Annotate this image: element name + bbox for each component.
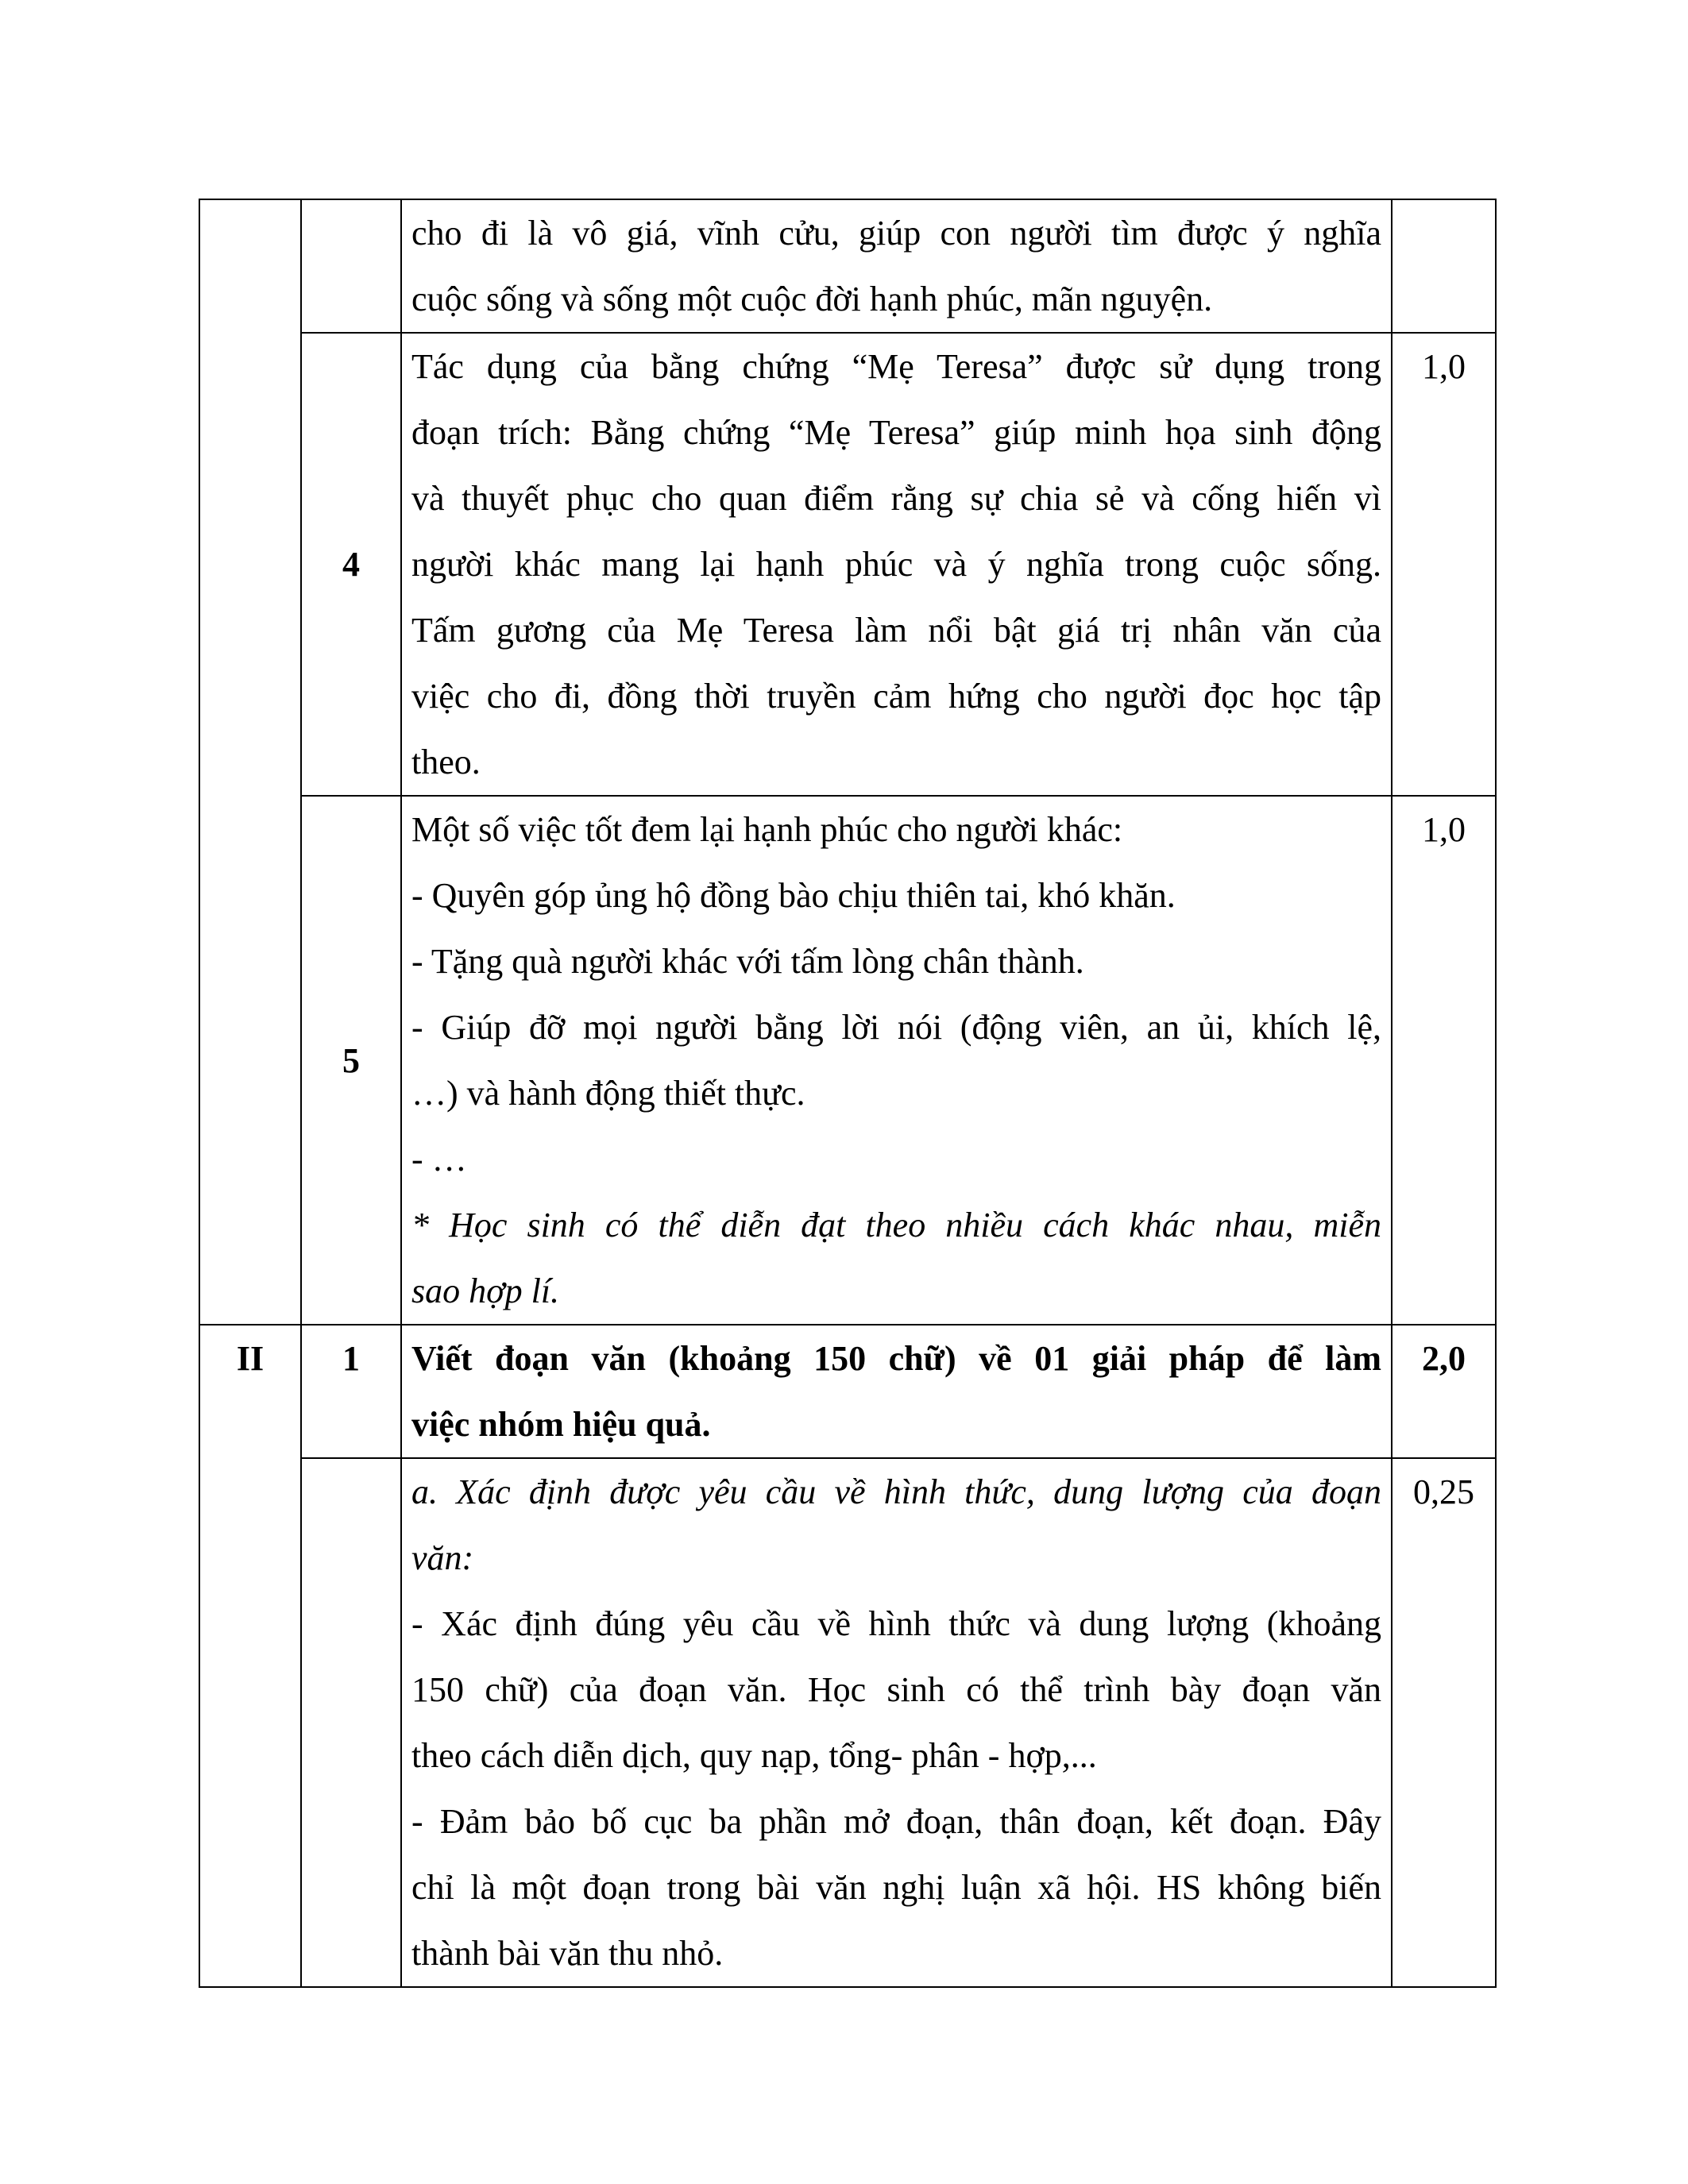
list-item: - Giúp đỡ mọi người bằng lời nói (động viên, an ủi, khích lệ, [411,1008,1381,1047]
text-line: Tấm gương của Mẹ Teresa làm nổi bật giá trị nhân văn của [411,611,1381,650]
text-line: việc cho đi, đồng thời truyền cảm hứng cho người đọc học tập [411,677,1381,716]
list-item: - Quyên góp ủng hộ đồng bào chịu thiên tai, khó khăn. [411,876,1176,915]
score-cell: 0,25 [1392,1458,1496,1987]
criterion-heading: a. Xác định được yêu cầu về hình thức, dung lượng của đoạn [411,1472,1381,1511]
answer-content [401,199,1392,333]
score-cell: 1,0 [1392,333,1496,796]
part-cell [199,1458,301,1987]
text-line: Viết đoạn văn (khoảng 150 chữ) về 01 giải pháp để làm [411,1339,1381,1378]
text-line: theo. [411,743,481,781]
text-line: …) và hành động thiết thực. [411,1074,805,1113]
answer-content [401,333,1392,796]
score-cell: 2,0 [1392,1325,1496,1458]
table-row [199,333,1496,796]
text-line: việc nhóm hiệu quả. [411,1405,711,1444]
score-cell [1392,199,1496,333]
text-line: người khác mang lại hạnh phúc và ý nghĩa trong cuộc sống. [411,545,1381,584]
grading-rubric-table [199,199,1497,1988]
table-row [199,1458,1496,1987]
answer-content [401,1458,1392,1987]
text-line: cho đi là vô giá, vĩnh cửu, giúp con người tìm được ý nghĩa [411,214,1381,253]
text-line: 150 chữ) của đoạn văn. Học sinh có thể trình bày đoạn văn [411,1670,1381,1709]
text-line: thành bài văn thu nhỏ. [411,1934,724,1973]
note-line: * Học sinh có thể diễn đạt theo nhiều cách khác nhau, miễn [411,1206,1381,1244]
table-row [199,199,1496,333]
table-row [199,1325,1496,1458]
text-line: và thuyết phục cho quan điểm rằng sự chia sẻ và cống hiến vì [411,479,1381,518]
text-line: chỉ là một đoạn trong bài văn nghị luận xã hội. HS không biến [411,1868,1381,1907]
text-line: - Đảm bảo bố cục ba phần mở đoạn, thân đoạn, kết đoạn. Đây [411,1802,1381,1841]
text-line: Tác dụng của bằng chứng “Mẹ Teresa” được sử dụng trong [411,347,1381,386]
text-line: Một số việc tốt đem lại hạnh phúc cho người khác: [411,810,1123,849]
question-number: 1 [301,1325,401,1458]
question-number [301,1458,401,1987]
text-line: đoạn trích: Bằng chứng “Mẹ Teresa” giúp minh họa sinh động [411,413,1381,452]
list-item: - … [411,1140,467,1179]
score-cell: 1,0 [1392,796,1496,1325]
criterion-heading: văn: [411,1538,474,1577]
section-heading [401,1325,1392,1458]
answer-content [401,796,1392,1325]
text-line: - Xác định đúng yêu cầu về hình thức và dung lượng (khoảng [411,1604,1381,1643]
table-row [199,796,1496,1325]
list-item: - Tặng quà người khác với tấm lòng chân thành. [411,942,1084,981]
note-line: sao hợp lí. [411,1271,560,1310]
part-cell [199,199,301,1325]
text-line: cuộc sống và sống một cuộc đời hạnh phúc, mãn nguyện. [411,280,1213,318]
part-cell: II [199,1325,301,1458]
question-number: 5 [301,796,401,1325]
question-number: 4 [301,333,401,796]
text-line: theo cách diễn dịch, quy nạp, tổng- phân - hợp,... [411,1736,1097,1775]
question-number [301,199,401,333]
